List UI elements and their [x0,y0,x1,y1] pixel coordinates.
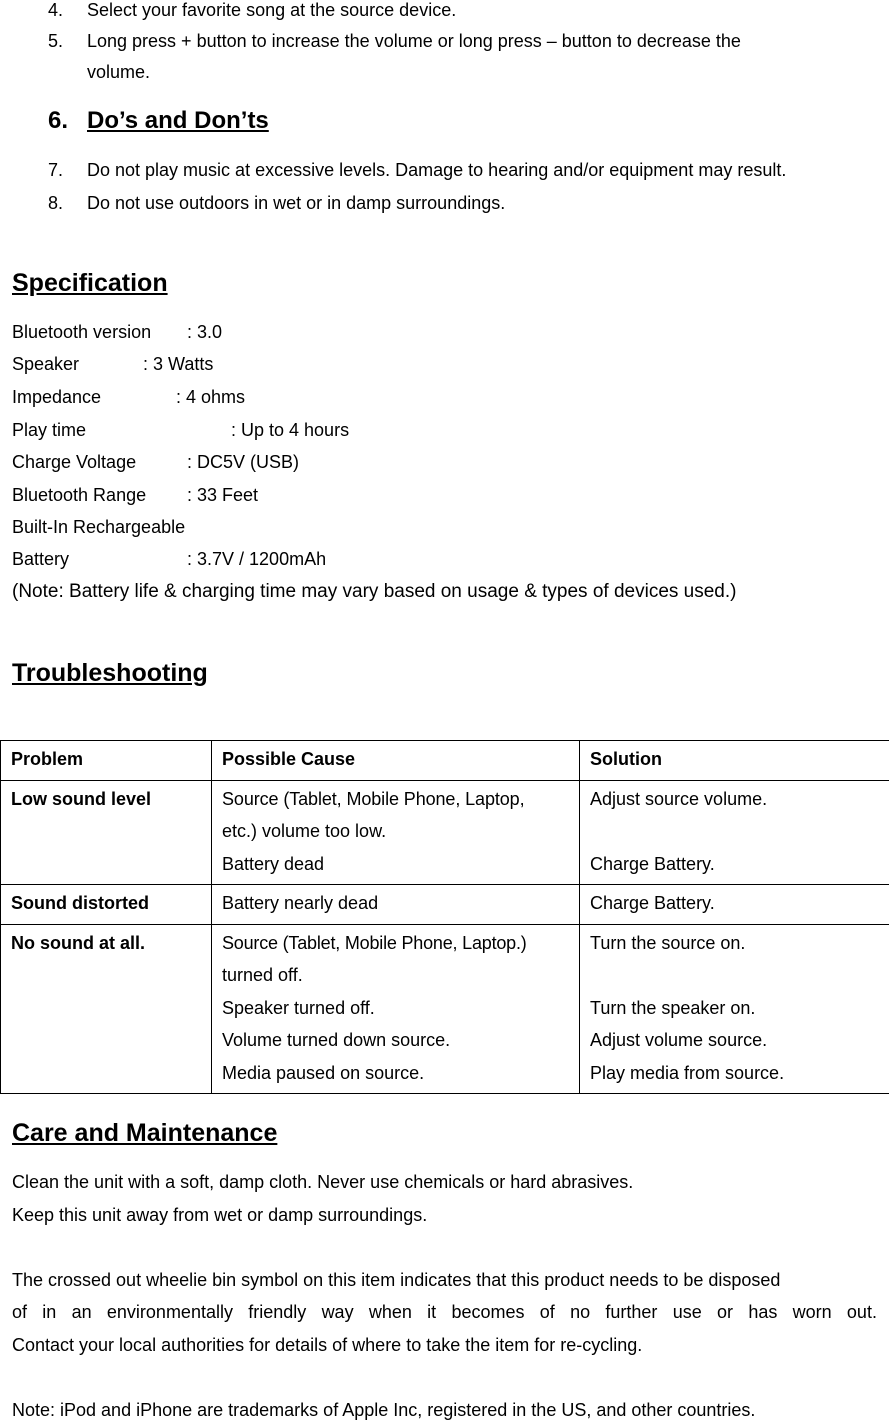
cause-cell [212,924,580,1094]
spec-label: Battery [12,549,70,569]
troubleshooting-title: Troubleshooting [12,659,208,687]
weee-word: has [748,1302,778,1322]
step-text-continued: volume. [87,62,151,82]
solution-cell [580,780,889,885]
cause-line: Battery nearly dead [222,893,379,913]
weee-word: of [539,1302,555,1322]
cause-line: turned off. [222,965,303,985]
cause-line: Source (Tablet, Mobile Phone, Laptop, [222,788,525,809]
solution-line: Play media from source. [590,1062,785,1083]
step-number: 5. [48,31,64,51]
spec-value: : 3 Watts [143,354,214,374]
weee-line-1: The crossed out wheelie bin symbol on this item indicates that this product needs to be disposed [12,1270,781,1290]
spec-value: : 3.0 [187,322,223,342]
table-row [1,780,889,885]
trademark-note: Note: iPod and iPhone are trademarks of Apple Inc, registered in the US, and other countries. [12,1400,756,1420]
cause-line: Speaker turned off. [222,997,375,1018]
spec-value: : 3.7V / 1200mAh [187,549,327,569]
weee-word: in [42,1302,57,1322]
spec-note: (Note: Battery life & charging time may vary based on usage & types of devices used.) [12,581,737,602]
weee-word: friendly [248,1302,307,1322]
step-number: 4. [48,0,64,20]
weee-word: further [605,1302,658,1322]
troubleshooting-table [0,740,889,1094]
weee-word: worn [792,1302,832,1322]
cause-cell [212,885,580,925]
heading-text: Do’s and Don’ts [87,107,269,134]
item-number: 7. [48,160,64,180]
cause-line: Volume turned down source. [222,1030,451,1050]
solution-line: Adjust source volume. [590,788,768,809]
cause-line: Source (Tablet, Mobile Phone, Laptop.) [222,932,527,953]
step-text: Select your favorite song at the source device. [87,0,457,20]
solution-cell [580,924,889,1094]
spec-label: Bluetooth version [12,322,152,342]
cause-line: etc.) volume too low. [222,821,387,841]
solution-line: Charge Battery. [590,893,715,913]
step-text: Long press + button to increase the volume or long press – button to decrease the [87,31,741,51]
cause-line: Media paused on source. [222,1062,425,1083]
weee-line-2 [12,1302,877,1323]
spec-label: Speaker [12,354,80,374]
spec-label: Built-In Rechargeable [12,517,186,537]
spec-value: : 33 Feet [187,485,259,505]
table-header-row [1,741,889,781]
weee-word: use [672,1302,702,1322]
spec-value: : Up to 4 hours [231,420,350,440]
weee-word: no [570,1302,591,1322]
weee-word: when [368,1302,412,1322]
care-line-2: Keep this unit away from wet or damp surroundings. [12,1205,428,1225]
weee-word: out. [846,1302,877,1322]
cause-line: Battery dead [222,853,325,874]
solution-line: Charge Battery. [590,853,715,874]
solution-line: Turn the source on. [590,932,746,953]
weee-word: an [71,1302,92,1322]
care-title: Care and Maintenance [12,1119,278,1147]
header-possible-cause: Possible Cause [212,741,580,781]
spec-label: Bluetooth Range [12,485,147,505]
table-row [1,885,889,925]
weee-word: or [717,1302,734,1322]
problem-cell: Low sound level [1,780,212,885]
header-solution: Solution [580,741,889,781]
weee-word: becomes [451,1302,525,1322]
heading-number: 6. [48,107,69,134]
problem-cell: Sound distorted [1,885,212,925]
solution-line [590,815,879,848]
header-problem: Problem [1,741,212,781]
specification-title: Specification [12,269,168,297]
solution-line [590,959,879,992]
weee-word: way [321,1302,354,1322]
spec-value: : DC5V (USB) [187,452,300,472]
solution-line: Turn the speaker on. [590,997,756,1018]
item-text: Do not use outdoors in wet or in damp surroundings. [87,193,506,213]
item-text: Do not play music at excessive levels. Damage to hearing and/or equipment may result. [87,160,787,180]
spec-label: Play time [12,420,87,440]
item-number: 8. [48,193,64,213]
spec-label: Charge Voltage [12,452,137,472]
solution-cell [580,885,889,925]
table-row [1,924,889,1094]
weee-word: it [427,1302,437,1322]
cause-cell [212,780,580,885]
weee-word: environmentally [106,1302,233,1322]
care-line-1: Clean the unit with a soft, damp cloth. Never use chemicals or hard abrasives. [12,1172,634,1192]
weee-word: of [12,1302,28,1322]
weee-line-3: Contact your local authorities for details of where to take the item for re-cycling. [12,1335,643,1355]
spec-label: Impedance [12,387,102,407]
problem-cell: No sound at all. [1,924,212,1094]
solution-line: Adjust volume source. [590,1030,768,1050]
spec-value: : 4 ohms [176,387,246,407]
